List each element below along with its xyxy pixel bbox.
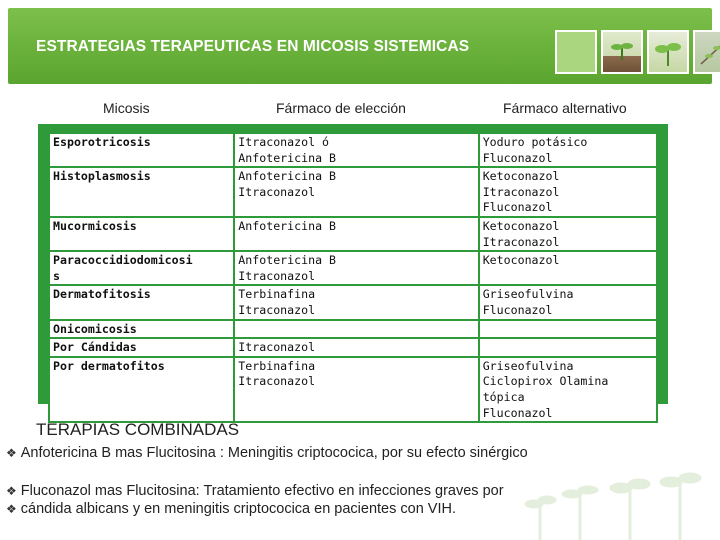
micosis-cell <box>49 251 234 285</box>
cell-text-line: Itraconazol <box>238 374 316 389</box>
cell-text-line: tópica <box>482 389 525 404</box>
cell-text-line: Anfotericina B <box>238 169 337 184</box>
cell-text-line: Paracoccidiodomicosi <box>53 253 193 268</box>
slide-title: ESTRATEGIAS TERAPEUTICAS EN MICOSIS SISTEMICAS <box>36 38 470 55</box>
eleccion-cell <box>234 320 478 339</box>
cell-text-line: Fluconazol <box>482 150 553 165</box>
table-row <box>49 167 657 217</box>
cell-text-line: Griseofulvina <box>482 358 574 373</box>
micosis-cell <box>49 133 234 167</box>
cell-text-line: Terbinafina <box>238 358 316 373</box>
cell-text-line: s <box>53 268 60 283</box>
eleccion-cell <box>234 251 478 285</box>
column-header-micosis: Micosis <box>103 100 150 116</box>
combined-therapies-section <box>0 404 720 540</box>
column-header-alternativo: Fármaco alternativo <box>503 100 627 116</box>
table-row <box>49 217 657 251</box>
alternativo-cell <box>479 338 657 357</box>
table-row <box>49 285 657 319</box>
eleccion-cell <box>234 285 478 319</box>
cell-text-line: Ketoconazol <box>482 253 560 268</box>
cell-text-line: Terbinafina <box>238 287 316 302</box>
seedling-icon <box>603 32 641 72</box>
alternativo-cell <box>479 251 657 285</box>
sprout-icon <box>649 32 687 72</box>
cell-text-line: Onicomicosis <box>53 321 137 336</box>
cell-text-line: Anfotericina B <box>238 253 337 268</box>
plants-decoration-icon <box>520 464 720 540</box>
alternativo-cell <box>479 320 657 339</box>
cell-text-line: Itraconazol <box>238 184 316 199</box>
bullet-text: Anfotericina B mas Flucitosina : Meningitis criptococica, por su efecto sinérgico <box>20 445 528 461</box>
cell-text-line: Itraconazol <box>482 234 560 249</box>
cell-text-line: Fluconazol <box>482 302 553 317</box>
bullet-diamond-icon: ❖ <box>6 502 17 516</box>
alternativo-cell <box>479 285 657 319</box>
branch-icon <box>695 32 720 72</box>
bullet-text: Fluconazol mas Flucitosina: Tratamiento efectivo en infecciones graves por <box>20 483 504 499</box>
cell-text-line: Por Cándidas <box>53 340 137 355</box>
cell-text-line: Ciclopirox Olamina <box>482 374 609 389</box>
cell-text-line: Fluconazol <box>482 200 553 215</box>
micosis-cell <box>49 320 234 339</box>
table-row <box>49 133 657 167</box>
cell-text-line: Histoplasmosis <box>53 169 151 184</box>
cell-text-line: Itraconazol <box>238 302 316 317</box>
cell-text-line: Itraconazol <box>482 184 560 199</box>
cell-text-line: Anfotericina B <box>238 150 337 165</box>
footer-website: www.themegallery.com <box>20 514 113 525</box>
cell-text-line: Ketoconazol <box>482 169 560 184</box>
alternativo-cell <box>479 167 657 217</box>
eleccion-cell <box>234 217 478 251</box>
cell-text-line: Por dermatofitos <box>53 358 165 373</box>
cell-text-line: Yoduro potásico <box>482 135 588 149</box>
therapy-table-frame <box>38 124 668 420</box>
alternativo-cell <box>479 133 657 167</box>
alternativo-cell <box>479 217 657 251</box>
cell-text-line: Dermatofitosis <box>53 287 151 302</box>
combined-therapy-bullet-1 <box>6 445 528 461</box>
decorative-thumbnails <box>555 30 720 74</box>
title-banner <box>0 0 720 100</box>
cell-text-line: Anfotericina B <box>238 218 337 233</box>
micosis-cell <box>49 338 234 357</box>
bullet-diamond-icon: ❖ <box>6 446 17 460</box>
eleccion-cell <box>234 133 478 167</box>
combined-therapies-heading: TERAPIAS COMBINADAS <box>36 420 240 439</box>
table-row <box>49 251 657 285</box>
thumbnail-green-square <box>555 30 597 74</box>
cell-text-line: Mucormicosis <box>53 218 137 233</box>
combined-therapy-bullet-2 <box>6 483 504 499</box>
table-row <box>49 320 657 339</box>
table-row <box>49 338 657 357</box>
micosis-cell <box>49 217 234 251</box>
bullet-text: cándida albicans y en meningitis criptococica en pacientes con VIH. <box>20 501 457 517</box>
cell-text-line: Esporotricosis <box>53 135 151 149</box>
column-header-eleccion: Fármaco de elección <box>276 100 406 116</box>
micosis-cell <box>49 285 234 319</box>
eleccion-cell <box>234 167 478 217</box>
thumbnail-sprout-image <box>647 30 689 74</box>
cell-text-line: Fluconazol <box>482 405 553 420</box>
thumbnail-branch-image <box>693 30 720 74</box>
cell-text-line: Ketoconazol <box>482 218 560 233</box>
eleccion-cell <box>234 338 478 357</box>
cell-text-line: Griseofulvina <box>482 287 574 302</box>
cell-text-line: Itraconazol <box>238 268 316 283</box>
micosis-cell <box>49 167 234 217</box>
cell-text-line: Itraconazol ó <box>238 135 330 149</box>
cell-text-line: Itraconazol <box>238 340 316 355</box>
thumbnail-seedling-image <box>601 30 643 74</box>
bullet-diamond-icon: ❖ <box>6 484 17 498</box>
therapy-table <box>48 132 658 423</box>
